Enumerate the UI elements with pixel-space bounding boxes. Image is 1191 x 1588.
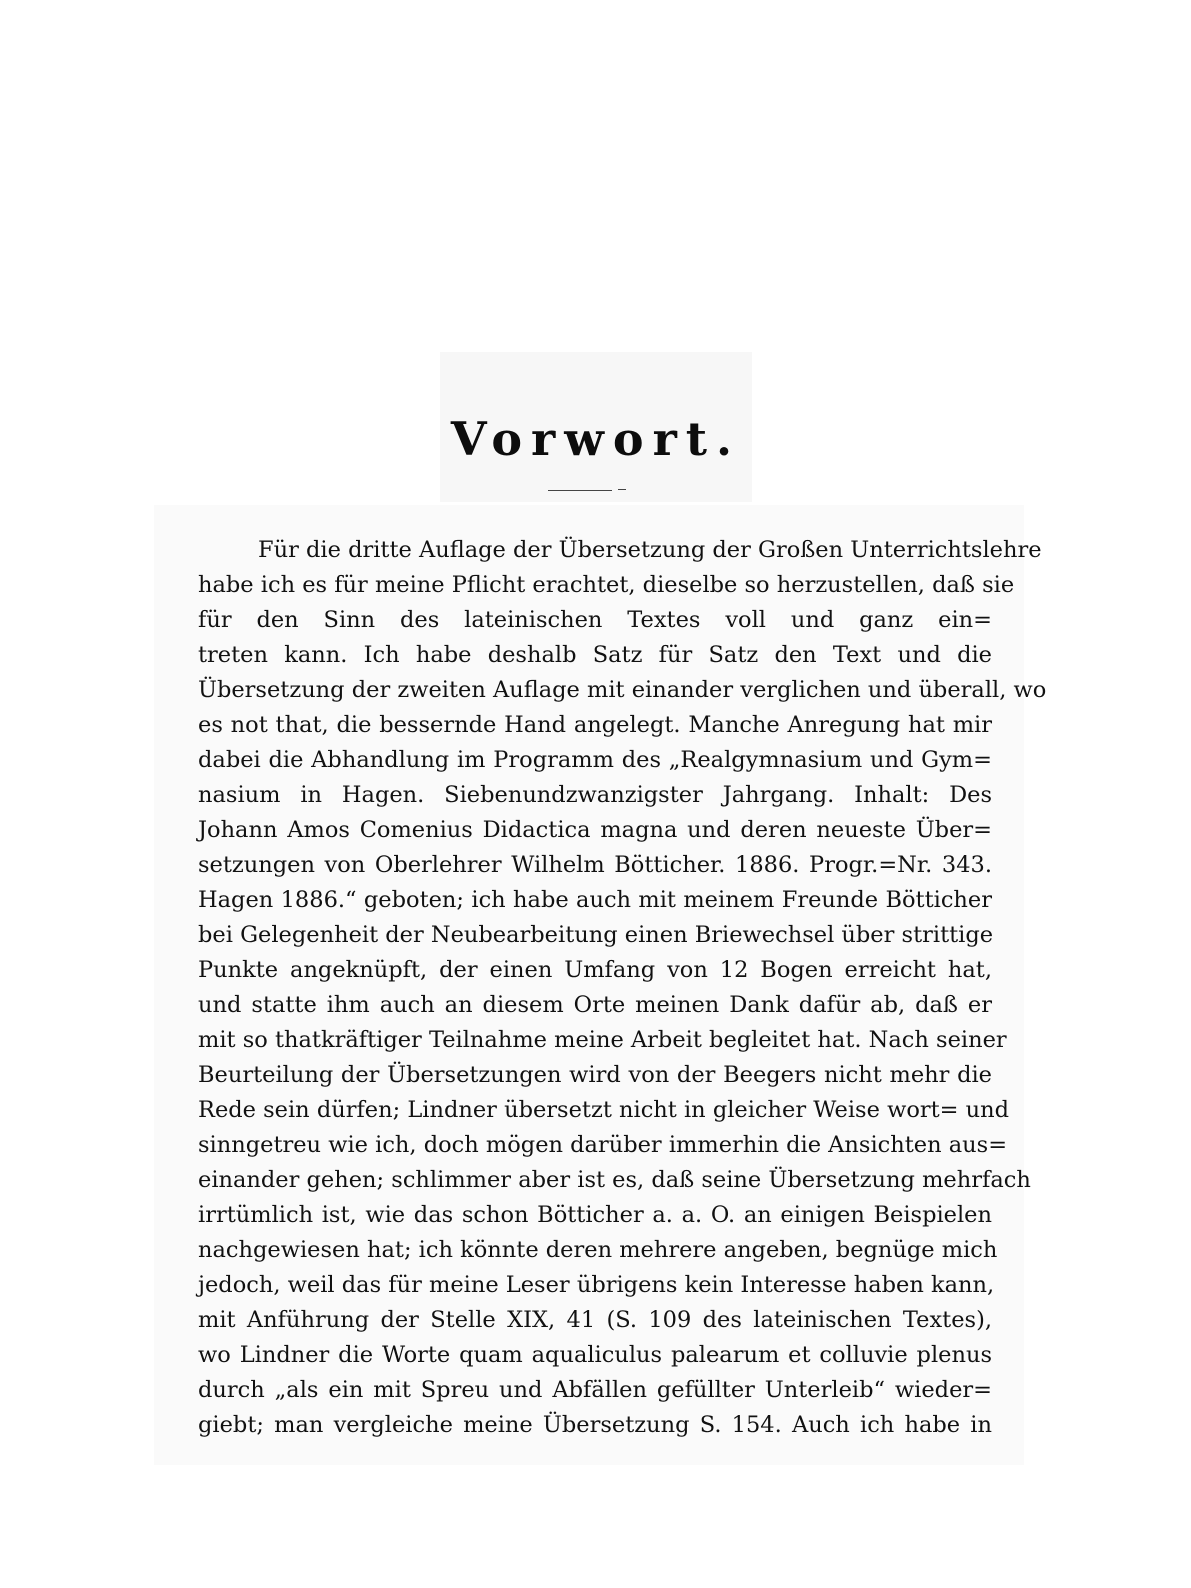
title-divider-end <box>618 489 626 490</box>
text-line: bei Gelegenheit der Neubearbeitung einen Briewechsel über strittige <box>198 922 994 948</box>
text-line: treten kann. Ich habe deshalb Satz für Satz den Text und die <box>198 642 992 668</box>
text-line: wo Lindner die Worte quam aqualiculus palearum et colluvie plenus <box>198 1342 992 1368</box>
text-line: und statte ihm auch an diesem Orte meinen Dank dafür ab, daß er <box>198 992 992 1018</box>
body-text <box>154 505 1047 1465</box>
text-line: einander gehen; schlimmer aber ist es, daß seine Übersetzung mehrfach <box>198 1167 1031 1193</box>
text-line: nasium in Hagen. Siebenundzwanzigster Jahrgang. Inhalt: Des <box>198 782 992 808</box>
text-line: giebt; man vergleiche meine Übersetzung S. 154. Auch ich habe in <box>198 1412 992 1438</box>
text-line: mit Anführung der Stelle XIX, 41 (S. 109 des lateinischen Textes), <box>198 1307 992 1333</box>
text-line: Punkte angeknüpft, der einen Umfang von 12 Bogen erreicht hat, <box>198 957 992 983</box>
text-line: Für die dritte Auflage der Übersetzung der Großen Unterrichtslehre <box>258 537 1042 563</box>
text-line: jedoch, weil das für meine Leser übrigens kein Interesse haben kann, <box>198 1272 995 1298</box>
text-line: setzungen von Oberlehrer Wilhelm Bötticher. 1886. Progr.=Nr. 343. <box>198 852 992 878</box>
heading-block <box>440 352 752 502</box>
text-line: dabei die Abhandlung im Programm des „Realgymnasium und Gym= <box>198 747 992 773</box>
text-line: Johann Amos Comenius Didactica magna und deren neueste Über= <box>198 817 992 843</box>
text-line: nachgewiesen hat; ich könnte deren mehrere angeben, begnüge mich <box>198 1237 998 1263</box>
text-line: es not that, die bessernde Hand angelegt. Manche Anregung hat mir <box>198 712 992 738</box>
text-line: sinngetreu wie ich, doch mögen darüber immerhin die Ansichten aus= <box>198 1132 1008 1158</box>
text-line: Rede sein dürfen; Lindner übersetzt nicht in gleicher Weise wort= und <box>198 1097 1010 1123</box>
text-line: Übersetzung der zweiten Auflage mit einander verglichen und überall, wo <box>198 677 1047 703</box>
text-line: irrtümlich ist, wie das schon Bötticher a. a. O. an einigen Beispielen <box>198 1202 992 1228</box>
title-divider <box>548 490 612 491</box>
text-line: durch „als ein mit Spreu und Abfällen gefüllter Unterleib“ wieder= <box>198 1377 992 1403</box>
text-line: Hagen 1886.“ geboten; ich habe auch mit meinem Freunde Bötticher <box>198 887 992 913</box>
page-title: Vorwort. <box>450 412 742 466</box>
text-line: für den Sinn des lateinischen Textes voll und ganz ein= <box>198 607 992 633</box>
text-line: habe ich es für meine Pflicht erachtet, dieselbe so herzustellen, daß sie <box>198 572 1015 598</box>
text-line: mit so thatkräftiger Teilnahme meine Arbeit begleitet hat. Nach seiner <box>198 1027 1007 1053</box>
text-line: Beurteilung der Übersetzungen wird von der Beegers nicht mehr die <box>198 1062 992 1088</box>
